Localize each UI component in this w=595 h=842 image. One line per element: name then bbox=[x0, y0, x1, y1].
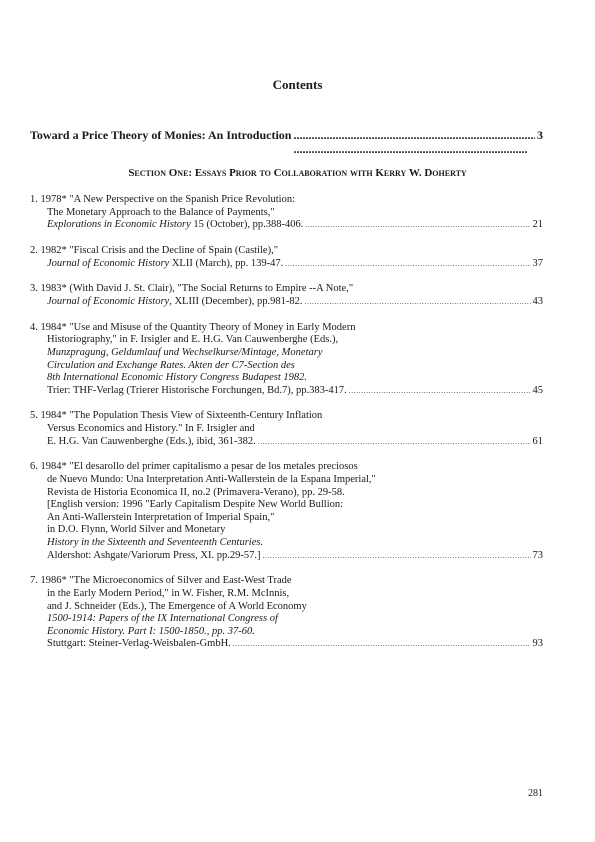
citation-detail: 15 (October), pp.388-406. bbox=[190, 219, 304, 231]
entry-line: Historiography," in F. Irsigler and E. H.G. Van Cauwenberghe (Eds.), bbox=[47, 334, 339, 346]
page-title: Contents bbox=[272, 77, 323, 92]
citation-detail: , XLIII (December), pp.981-82. bbox=[169, 295, 303, 307]
dot-leader bbox=[233, 638, 531, 651]
entry-line: 8th International Economic History Congress Budapest 1982. bbox=[47, 372, 308, 384]
entry-last-line bbox=[30, 550, 543, 563]
intro-title: Toward a Price Theory of Monies: An Introduction bbox=[30, 128, 292, 142]
entry-line: 1. 1978* "A New Perspective on the Spanish Price Revolution: bbox=[30, 194, 296, 205]
entry-line: An Anti-Wallerstein Interpretation of Imperial Spain," bbox=[47, 511, 275, 523]
entry-line: [English version: 1996 "Early Capitalism Despite New World Bullion: bbox=[47, 499, 344, 511]
toc-entry[interactable] bbox=[30, 575, 543, 651]
entry-line: de Nuevo Mundo: Una Interpretation Anti-Wallerstein de la Espana Imperial," bbox=[47, 474, 376, 486]
entry-last-line bbox=[30, 219, 543, 232]
dot-leader bbox=[305, 219, 530, 232]
entry-line: Circulation and Exchange Rates. Akten der C7-Section des bbox=[47, 359, 295, 371]
citation-detail: XLII (March), pp. 139-47. bbox=[169, 257, 284, 269]
toc-entry[interactable] bbox=[30, 283, 543, 308]
entry-line: 2. 1982* "Fiscal Crisis and the Decline of Spain (Castile)," bbox=[30, 244, 278, 256]
entry-line: Revista de Historia Economica II, no.2 (Primavera-Verano), pp. 29-58. bbox=[47, 486, 345, 498]
toc-entry[interactable] bbox=[30, 461, 543, 562]
entry-line: 5. 1984* "The Population Thesis View of Sixteenth-Century Inflation bbox=[30, 410, 323, 422]
entry-last-line bbox=[30, 258, 543, 271]
entry-line: The Monetary Approach to the Balance of Payments," bbox=[47, 206, 275, 218]
folio-page-number: 281 bbox=[528, 788, 543, 799]
section-heading: Section One: Essays Prior to Collaboration with Kerry W. Doherty bbox=[128, 167, 467, 179]
page-number: 73 bbox=[532, 549, 543, 561]
journal-title: Journal of Economic History bbox=[47, 257, 170, 269]
dot-leader bbox=[293, 128, 535, 156]
entry-line: 1500-1914: Papers of the IX International Congress of bbox=[47, 613, 278, 625]
toc-entries bbox=[30, 194, 543, 664]
citation-detail: E. H.G. Van Cauwenberghe (Eds.), ibid, 361-382. bbox=[47, 435, 256, 447]
entry-line: Versus Economics and History." In F. Irsigler and bbox=[47, 423, 255, 435]
dot-leader bbox=[262, 550, 530, 563]
toc-intro-entry[interactable] bbox=[30, 128, 543, 156]
entry-last-line bbox=[30, 296, 543, 309]
dot-leader bbox=[285, 258, 530, 271]
page-number: 45 bbox=[532, 384, 543, 396]
page-number: 21 bbox=[532, 219, 543, 231]
entry-line: Economic History. Part I: 1500-1850., pp. 37-60. bbox=[47, 625, 255, 637]
citation-detail: Trier: THF-Verlag (Trierer Historische Forchungen, Bd.7), pp.383-417. bbox=[47, 384, 347, 396]
toc-entry[interactable] bbox=[30, 245, 543, 270]
entry-line: 7. 1986* "The Microeconomics of Silver and East-West Trade bbox=[30, 575, 292, 587]
toc-entry[interactable] bbox=[30, 322, 543, 398]
entry-line: 3. 1983* (With David J. St. Clair), "The Social Returns to Empire --A Note," bbox=[30, 283, 354, 295]
citation-detail: Aldershot: Ashgate/Variorum Press, XI. pp.29-57.] bbox=[47, 549, 261, 561]
page-number: 43 bbox=[532, 295, 543, 307]
toc-entry[interactable] bbox=[30, 410, 543, 448]
citation-detail: Stuttgart: Steiner-Verlag-Weisbalen-GmbH. bbox=[47, 638, 231, 650]
page-number: 37 bbox=[532, 257, 543, 269]
page-number: 61 bbox=[532, 435, 543, 447]
entry-line: in the Early Modern Period," in W. Fisher, R.M. McInnis, bbox=[47, 587, 290, 599]
intro-page-number: 3 bbox=[537, 128, 543, 142]
entry-line: in D.O. Flynn, World Silver and Monetary bbox=[47, 524, 226, 536]
entry-last-line bbox=[30, 385, 543, 398]
dot-leader bbox=[349, 385, 531, 398]
entry-last-line bbox=[30, 436, 543, 449]
journal-title: Journal of Economic History bbox=[47, 295, 170, 307]
page-number: 93 bbox=[532, 638, 543, 650]
entry-last-line bbox=[30, 638, 543, 651]
dot-leader bbox=[258, 436, 531, 449]
entry-line: and J. Schneider (Eds.), The Emergence of A World Economy bbox=[47, 600, 307, 612]
journal-title: Explorations in Economic History bbox=[47, 219, 191, 231]
entry-line: 6. 1984* "El desarollo del primer capitalismo a pesar de los metales preciosos bbox=[30, 461, 358, 473]
entry-line: 4. 1984* "Use and Misuse of the Quantity Theory of Money in Early Modern bbox=[30, 321, 356, 333]
toc-entry[interactable] bbox=[30, 194, 543, 232]
entry-line: History in the Sixteenth and Seventeenth Centuries. bbox=[47, 537, 264, 548]
dot-leader bbox=[304, 296, 530, 309]
entry-line: Munzpragung, Geldumlauf und Wechselkurse/Mintage, Monetary bbox=[47, 346, 323, 358]
